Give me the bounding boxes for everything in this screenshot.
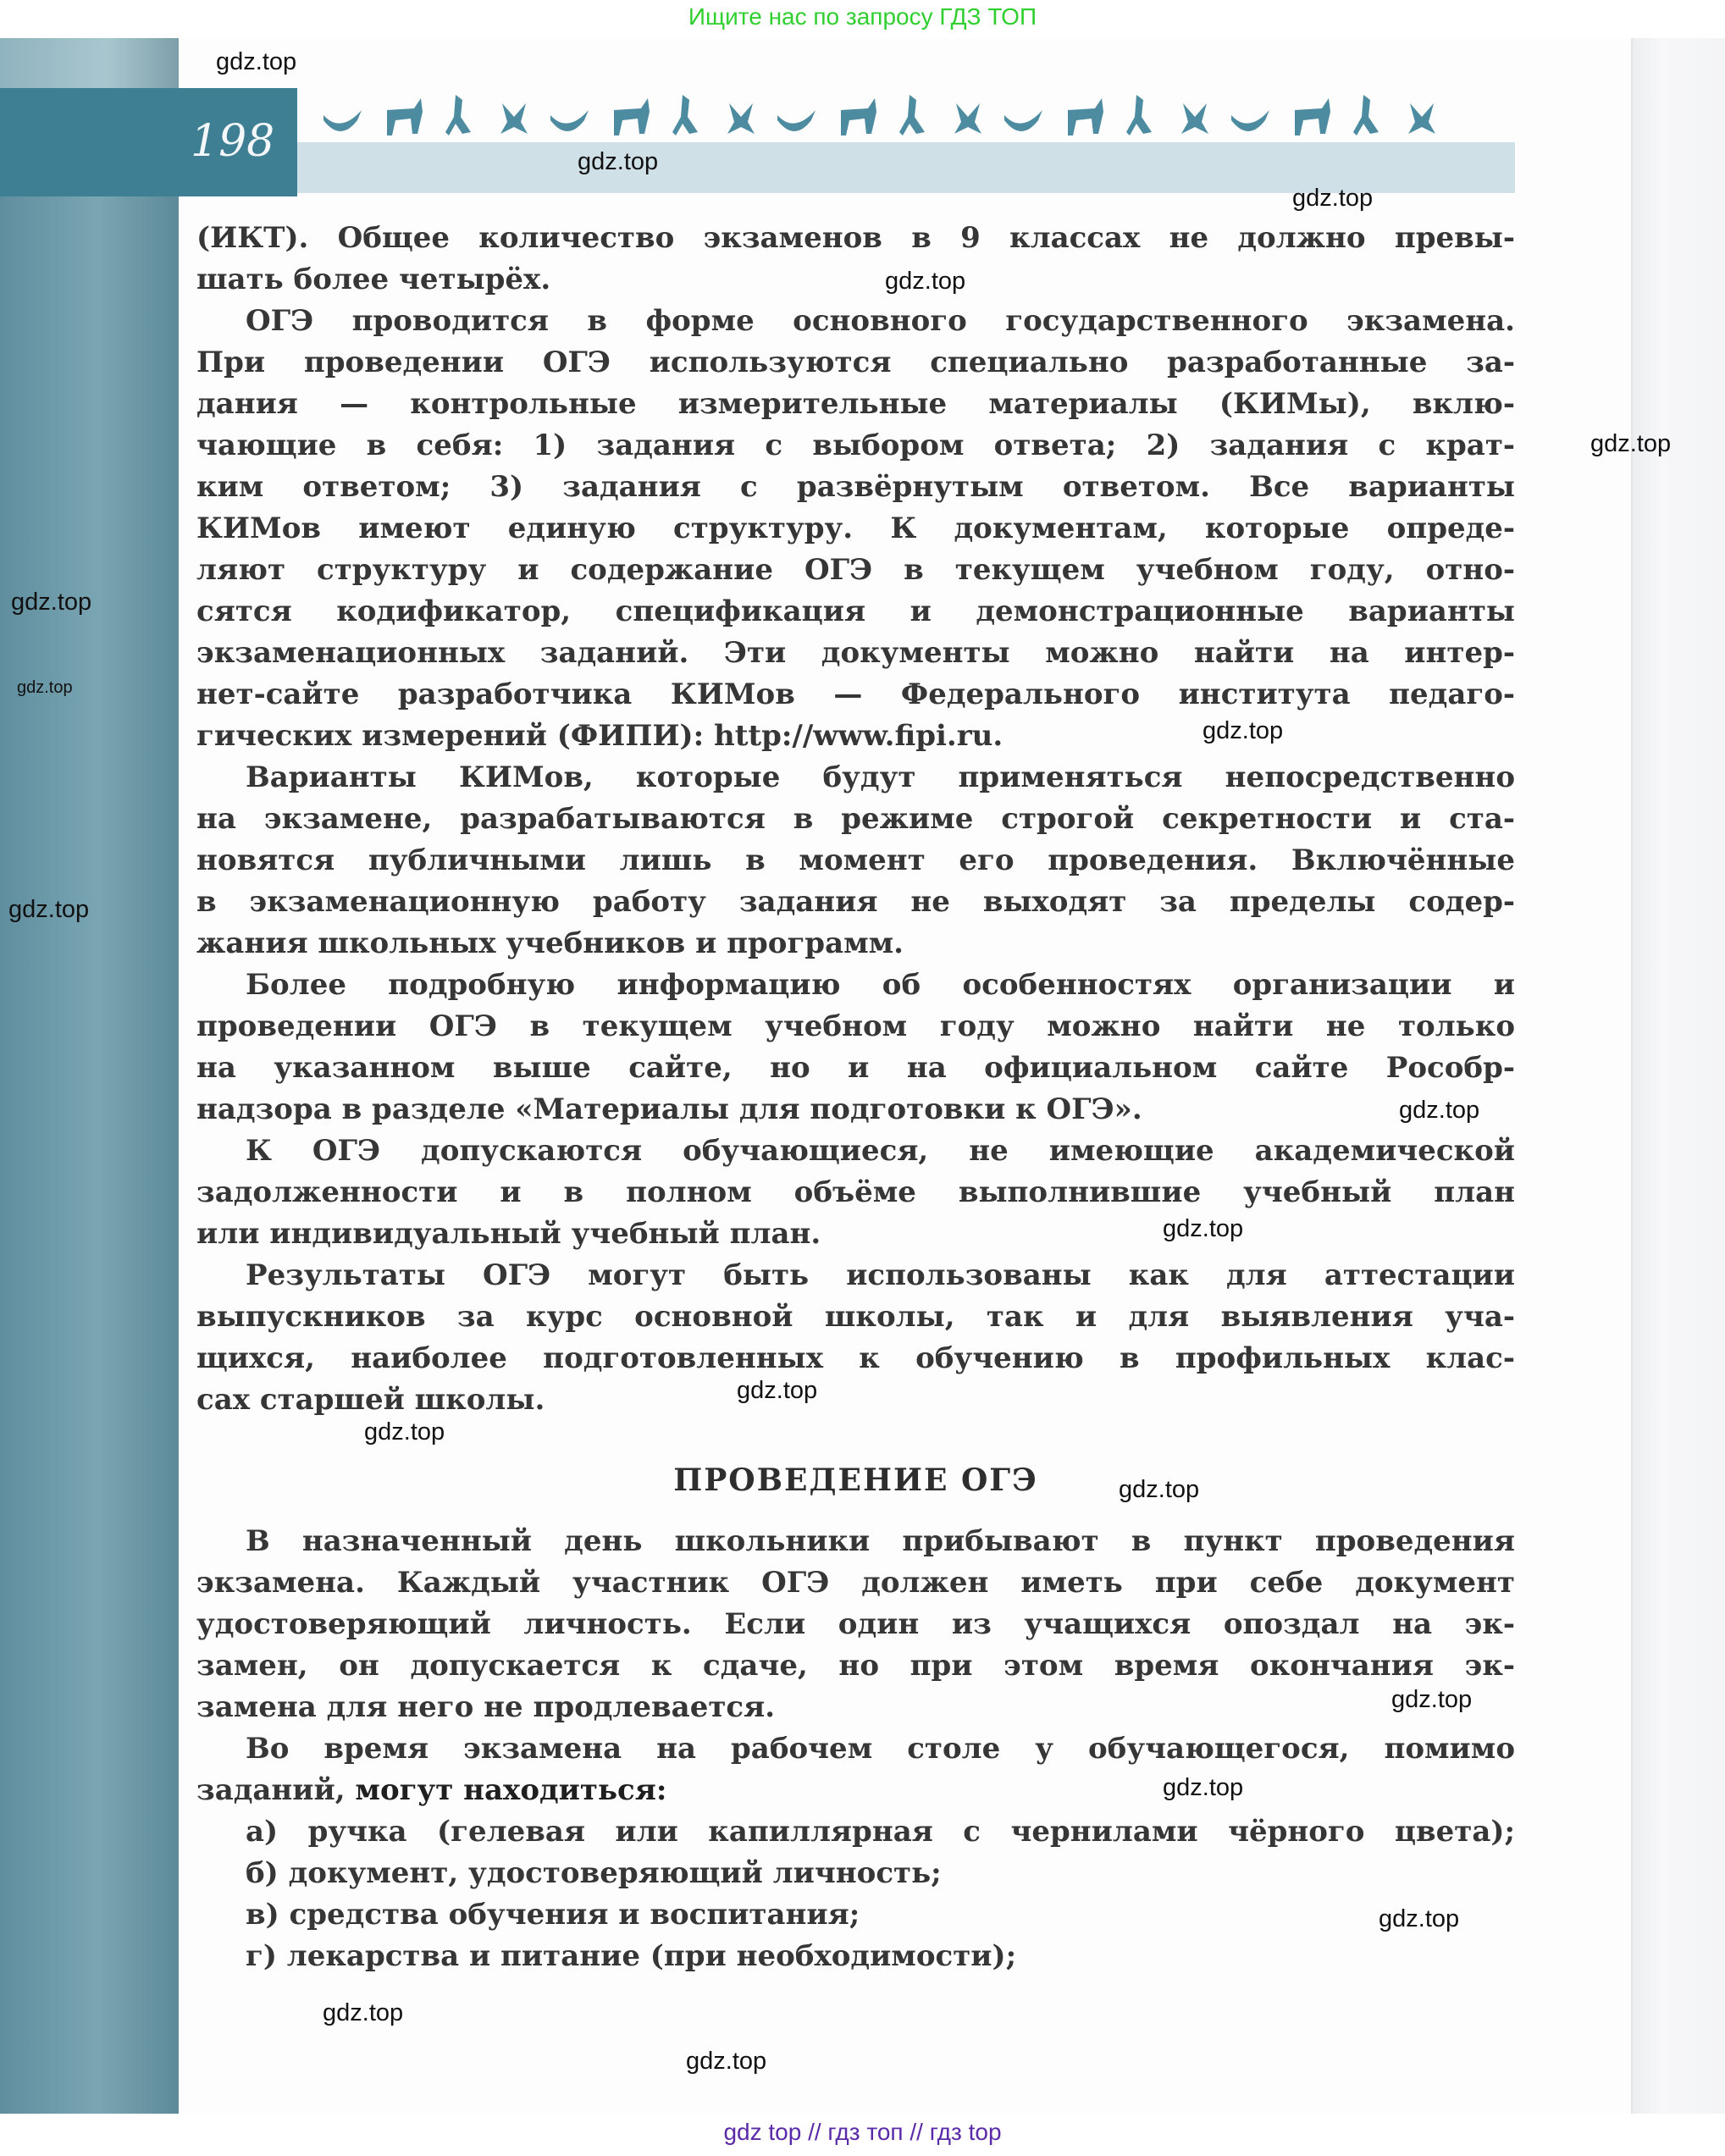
text-line-content: КИМов имеют единую структуру. К документам, которые опреде- — [196, 511, 1515, 545]
watermark-text: gdz.top — [216, 48, 297, 75]
text-line-content: При проведении ОГЭ используются специально разработанные за- — [196, 346, 1515, 379]
text-line-content: нет-сайте разработчика КИМов — Федерального института педаго- — [196, 677, 1515, 711]
whale-icon — [323, 110, 362, 131]
dinosaur-icon — [614, 98, 650, 135]
text-line-content: новятся публичными лишь в момент его проведения. Включённые — [196, 843, 1515, 877]
watermark-text: gdz.top — [1163, 1215, 1244, 1242]
text-line — [196, 716, 1515, 757]
text-line-content: задолженности и в полном объёме выполнившие учебный план — [196, 1175, 1515, 1209]
text-line — [196, 1255, 1515, 1296]
kangaroo-icon — [445, 95, 471, 135]
text-line — [196, 1131, 1515, 1172]
watermark-text: gdz.top — [686, 2048, 767, 2075]
text-line-content: сятся кодификатор, спецификация и демонстрационные варианты — [196, 594, 1515, 628]
text-line — [196, 342, 1515, 384]
text-line — [196, 1562, 1515, 1604]
bold-text: могут находиться: — [355, 1773, 667, 1807]
pterosaur-icon — [954, 103, 981, 134]
text-line — [196, 633, 1515, 674]
watermark-text: gdz.top — [11, 589, 92, 616]
watermark-text: gdz.top — [364, 1418, 445, 1446]
whale-icon — [1004, 110, 1042, 131]
text-line — [196, 882, 1515, 923]
elephant-icon — [727, 103, 755, 134]
text-line-content: замен, он допускается к сдаче, но при этом время окончания эк- — [196, 1649, 1515, 1683]
insect-icon — [500, 103, 528, 134]
bird-icon — [1353, 95, 1379, 135]
text-line — [196, 1379, 1515, 1421]
bison-icon — [550, 110, 589, 131]
text-line-content: на указанном выше сайте, но и на официальном сайте Рособр- — [196, 1051, 1515, 1085]
watermark-text: gdz.top — [885, 268, 966, 295]
text-line — [196, 508, 1515, 550]
kangaroo-icon — [1126, 95, 1152, 135]
text-line — [196, 1770, 1515, 1811]
body-text — [196, 218, 1515, 1977]
bison-icon — [1231, 110, 1269, 131]
text-line-content: в) средства обучения и воспитания; — [246, 1898, 860, 1932]
text-line-content: жания школьных учебников и программ. — [196, 926, 904, 960]
scorpion-icon — [841, 98, 876, 135]
text-line-content: дания — контрольные измерительные материалы (КИМы), вклю- — [196, 387, 1515, 421]
left-margin-stripe-top — [0, 38, 179, 89]
bird-icon — [672, 95, 698, 135]
search-hint-banner: Ищите нас по запросу ГДЗ ТОП — [688, 3, 1037, 30]
watermark-text: gdz.top — [1292, 185, 1374, 212]
text-line — [196, 1811, 1515, 1853]
text-line — [196, 965, 1515, 1006]
text-line — [196, 1006, 1515, 1048]
text-line — [196, 1089, 1515, 1131]
text-line-content: а) ручка (гелевая или капиллярная с чернилами чёрного цвета); — [246, 1815, 1515, 1849]
text-line-content: в экзаменационную работу задания не выходят за пределы содер- — [196, 885, 1515, 919]
watermark-text: gdz.top — [1391, 1686, 1473, 1713]
footer-watermark: gdz top // гдз топ // гдз top — [723, 2119, 1002, 2145]
text-line — [196, 1604, 1515, 1645]
text-line — [196, 923, 1515, 965]
watermark-text: gdz.top — [1379, 1905, 1460, 1932]
text-line — [196, 467, 1515, 508]
text-line-content: гических измерений (ФИПИ): http://www.fipi.ru. — [196, 719, 1003, 753]
text-line-content: ляют структуру и содержание ОГЭ в текущем учебном году, отно- — [196, 553, 1515, 587]
page-number: 198 — [191, 116, 275, 167]
horse-icon — [899, 95, 925, 135]
text-line — [196, 1936, 1515, 1977]
text-line-content: экзамена. Каждый участник ОГЭ должен иметь при себе документ — [196, 1566, 1515, 1600]
text-line — [196, 384, 1515, 425]
text-line-content: чающие в себя: 1) задания с выбором ответа; 2) задания с крат- — [196, 428, 1515, 462]
text-line — [196, 1728, 1515, 1770]
text-line — [196, 301, 1515, 342]
watermark-text: gdz.top — [578, 148, 659, 175]
watermark-text: gdz.top — [17, 678, 73, 697]
text-line — [196, 1853, 1515, 1894]
text-line-content: Более подробную информацию об особенностях организации и — [246, 968, 1515, 1002]
text-line-content: сах старшей школы. — [196, 1383, 545, 1417]
text-line — [196, 1296, 1515, 1338]
text-line-content: г) лекарства и питание (при необходимости); — [246, 1939, 1017, 1973]
text-line-content: Результаты ОГЭ могут быть использованы как для аттестации — [246, 1258, 1515, 1292]
text-line — [196, 1048, 1515, 1089]
page-edge-shadow — [1631, 38, 1725, 2114]
watermark-text: gdz.top — [1590, 430, 1672, 457]
insect-icon — [1181, 103, 1208, 134]
text-line-content: (ИКТ). Общее количество экзаменов в 9 классах не должно превы- — [196, 221, 1515, 255]
butterfly-icon — [1408, 103, 1435, 134]
text-line — [196, 1213, 1515, 1255]
watermark-text: gdz.top — [737, 1377, 818, 1404]
text-line-content: шать более четырёх. — [196, 263, 551, 296]
text-line — [196, 1338, 1515, 1379]
text-line-content: заданий, — [196, 1773, 356, 1807]
text-line-content: надзора в разделе «Материалы для подготовки к ОГЭ». — [196, 1092, 1142, 1126]
left-margin-stripe — [0, 38, 179, 2114]
text-line-content: экзаменационных заданий. Эти документы можно найти на интер- — [196, 636, 1515, 670]
text-line — [196, 840, 1515, 882]
text-line — [196, 425, 1515, 467]
text-line-content: ПРОВЕДЕНИЕ ОГЭ — [673, 1462, 1038, 1498]
text-line-content: замена для него не продлевается. — [196, 1690, 776, 1724]
text-line — [196, 1687, 1515, 1728]
dinosaur-icon — [1295, 98, 1330, 135]
text-line — [196, 1521, 1515, 1562]
text-line — [196, 550, 1515, 591]
watermark-text: gdz.top — [1163, 1774, 1244, 1801]
wolf-icon — [1068, 98, 1103, 135]
animal-silhouettes-row — [315, 91, 1467, 142]
watermark-text: gdz.top — [1203, 717, 1284, 744]
watermark-text: gdz.top — [1119, 1476, 1200, 1503]
butterfly-icon — [777, 110, 816, 131]
text-line-content: б) документ, удостоверяющий личность; — [246, 1856, 942, 1890]
text-line — [196, 1894, 1515, 1936]
watermark-text: gdz.top — [323, 1999, 404, 2026]
text-line — [196, 259, 1515, 301]
text-line-content: Во время экзамена на рабочем столе у обучающегося, помимо — [246, 1732, 1515, 1766]
text-line-content: удостоверяющий личность. Если один из учащихся опоздал на эк- — [196, 1607, 1515, 1641]
text-line — [196, 591, 1515, 633]
watermark-text: gdz.top — [8, 896, 90, 923]
text-line-content: щихся, наиболее подготовленных к обучению в профильных клас- — [196, 1341, 1515, 1375]
text-line-content: или индивидуальный учебный план. — [196, 1217, 821, 1251]
text-line-content: В назначенный день школьники прибывают в пункт проведения — [246, 1524, 1515, 1558]
text-line — [196, 674, 1515, 716]
text-line-content: на экзамене, разрабатываются в режиме строгой секретности и ста- — [196, 802, 1515, 836]
text-line-content: К ОГЭ допускаются обучающиеся, не имеющие академической — [246, 1134, 1515, 1168]
text-line-content: выпускников за курс основной школы, так и для выявления уча- — [196, 1300, 1515, 1334]
text-line — [196, 1172, 1515, 1213]
text-line — [196, 799, 1515, 840]
text-line — [196, 1645, 1515, 1687]
text-line-content: ким ответом; 3) задания с развёрнутым ответом. Все варианты — [196, 470, 1515, 504]
watermark-text: gdz.top — [1399, 1097, 1480, 1124]
text-line — [196, 757, 1515, 799]
wolf-icon — [387, 98, 423, 135]
text-line-content: Варианты КИМов, которые будут применяться непосредственно — [246, 760, 1515, 794]
text-line-content: проведении ОГЭ в текущем учебном году можно найти не только — [196, 1009, 1515, 1043]
text-line — [196, 218, 1515, 259]
text-line-content: ОГЭ проводится в форме основного государственного экзамена. — [246, 304, 1515, 338]
